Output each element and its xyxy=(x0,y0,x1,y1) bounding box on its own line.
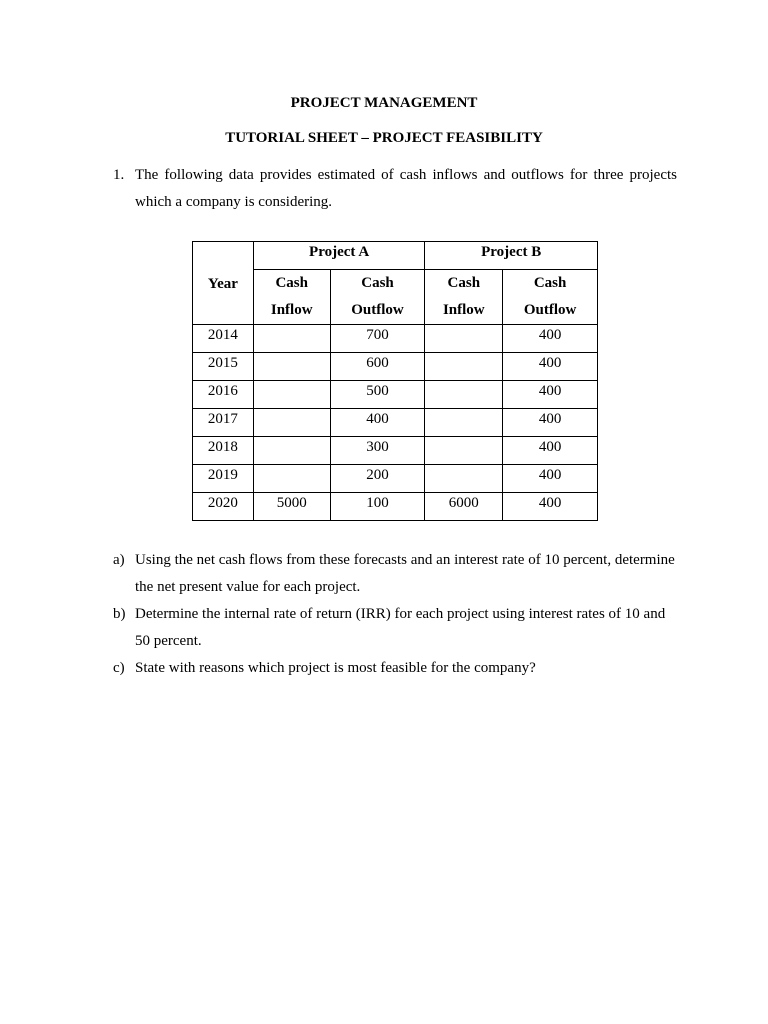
project-b-inflow-cell xyxy=(425,325,503,353)
year-cell: 2015 xyxy=(193,353,254,381)
header-line: Cash xyxy=(447,275,481,291)
table-header-row xyxy=(193,242,598,270)
project-a-outflow-cell: 700 xyxy=(330,325,425,353)
part-text: Determine the internal rate of return (IRR) for each project using interest rates of 10 and 50 percent. xyxy=(135,606,666,649)
project-a-inflow-cell xyxy=(253,465,330,493)
project-b-outflow-cell: 400 xyxy=(503,325,598,353)
document-title: PROJECT MANAGEMENT xyxy=(290,95,478,111)
year-cell: 2019 xyxy=(193,465,254,493)
project-b-inflow-cell xyxy=(425,437,503,465)
year-cell: 2014 xyxy=(193,325,254,353)
cash-flow-table xyxy=(192,241,598,521)
table-row xyxy=(193,325,598,353)
project-b-cash-inflow-header xyxy=(425,270,503,325)
project-b-outflow-cell: 400 xyxy=(503,493,598,521)
project-b-cash-outflow-header xyxy=(503,270,598,325)
project-b-inflow-cell xyxy=(425,353,503,381)
project-a-outflow-cell: 200 xyxy=(330,465,425,493)
header-line: Cash xyxy=(275,275,308,291)
project-b-inflow-cell xyxy=(425,465,503,493)
table-row xyxy=(193,409,598,437)
project-a-inflow-cell: 5000 xyxy=(253,493,330,521)
year-cell: 2018 xyxy=(193,437,254,465)
question-part-c xyxy=(113,655,679,682)
project-b-inflow-cell: 6000 xyxy=(425,493,503,521)
question-part-b xyxy=(113,601,679,655)
project-a-outflow-cell: 300 xyxy=(330,437,425,465)
question-number: 1. xyxy=(113,167,125,183)
part-label: a) xyxy=(113,552,125,568)
project-a-inflow-cell xyxy=(253,409,330,437)
project-b-outflow-cell: 400 xyxy=(503,437,598,465)
question-parts xyxy=(113,547,679,682)
project-b-outflow-cell: 400 xyxy=(503,353,598,381)
table-row xyxy=(193,493,598,521)
table-subheader-row xyxy=(193,270,598,325)
question-text: The following data provides estimated of cash inflows and outflows for three projects which a company is considering. xyxy=(135,167,677,210)
header-line: Outflow xyxy=(351,302,404,318)
project-b-outflow-cell: 400 xyxy=(503,465,598,493)
project-a-inflow-cell xyxy=(253,437,330,465)
header-line: Cash xyxy=(361,275,394,291)
part-label: b) xyxy=(113,606,126,622)
project-a-cash-inflow-header xyxy=(253,270,330,325)
document-subtitle: TUTORIAL SHEET – PROJECT FEASIBILITY xyxy=(225,130,543,146)
part-text: Using the net cash flows from these forecasts and an interest rate of 10 percent, determine the net present value for each project. xyxy=(135,552,675,595)
project-a-inflow-cell xyxy=(253,353,330,381)
project-b-inflow-cell xyxy=(425,409,503,437)
project-b-outflow-cell: 400 xyxy=(503,381,598,409)
table-row xyxy=(193,353,598,381)
part-text: State with reasons which project is most feasible for the company? xyxy=(135,660,536,676)
header-line: Inflow xyxy=(442,302,485,318)
table-row xyxy=(193,381,598,409)
project-a-header: Project A xyxy=(253,242,425,270)
header-line: Inflow xyxy=(270,302,313,318)
year-cell: 2017 xyxy=(193,409,254,437)
part-label: c) xyxy=(113,660,125,676)
project-b-header: Project B xyxy=(425,242,598,270)
project-a-outflow-cell: 400 xyxy=(330,409,425,437)
header-line: Cash xyxy=(533,275,567,291)
question-part-a xyxy=(113,547,679,601)
project-a-outflow-cell: 500 xyxy=(330,381,425,409)
table-row xyxy=(193,465,598,493)
project-a-outflow-cell: 600 xyxy=(330,353,425,381)
year-cell: 2016 xyxy=(193,381,254,409)
project-a-cash-outflow-header xyxy=(330,270,425,325)
year-cell: 2020 xyxy=(193,493,254,521)
project-a-outflow-cell: 100 xyxy=(330,493,425,521)
project-a-inflow-cell xyxy=(253,381,330,409)
header-line: Outflow xyxy=(523,302,577,318)
project-a-inflow-cell xyxy=(253,325,330,353)
year-header: Year xyxy=(193,242,254,325)
question-1 xyxy=(113,162,677,215)
project-b-outflow-cell: 400 xyxy=(503,409,598,437)
project-b-inflow-cell xyxy=(425,381,503,409)
table-row xyxy=(193,437,598,465)
